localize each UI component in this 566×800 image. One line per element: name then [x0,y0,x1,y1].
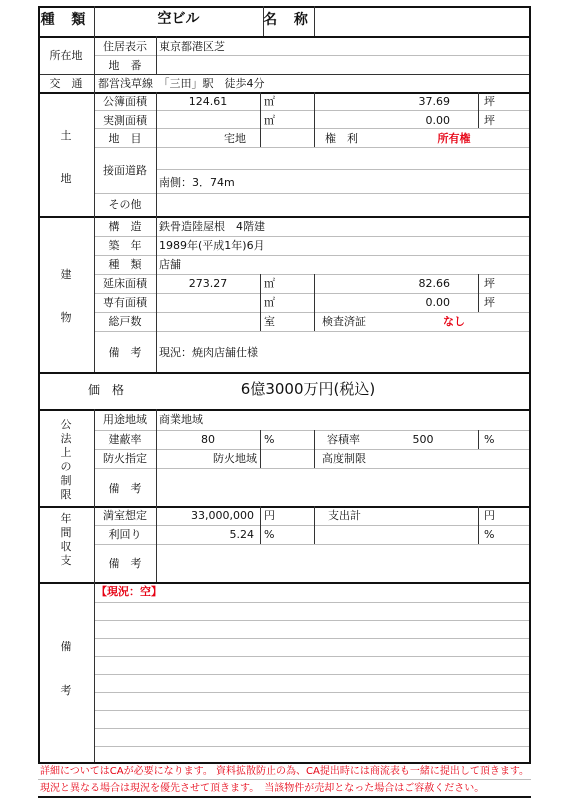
height-label: 高度制限 [322,452,366,465]
sqm-unit: ㎡ [264,114,275,127]
bcr-pct: % [264,433,275,446]
land-category-value: 宅地 [224,132,246,145]
far-label: 容積率 [327,433,360,446]
location-label: 所在地 [49,49,83,62]
annual-income-label: 年間収支 [60,512,72,567]
registry-area-tsubo: 37.69 [418,95,450,108]
name-label: 名 称 [263,12,314,28]
built-value: 1989年(平成1年)6月 [159,239,265,252]
expense-label: 支出計 [328,509,361,522]
units-unit: 室 [264,315,275,328]
property-sheet [38,6,531,798]
yen-unit: 円 [264,509,275,522]
road-value: 南側：3．74m [159,176,235,189]
structure-value: 鉄骨造陸屋根 4階建 [159,220,265,233]
floor-area-sqm: 273.27 [188,277,228,290]
building-remarks-label: 備 考 [108,346,142,359]
tsubo-unit: 坪 [484,95,495,108]
exclusive-area-label: 専有面積 [103,296,147,309]
yield-pct: % [264,528,275,541]
income-remarks-label: 備 考 [108,557,142,570]
building-remarks-value: 現況：焼肉店舗仕様 [159,346,258,359]
land-label-1: 土 [60,129,72,142]
type-value: 空ビル [157,11,200,27]
registry-area-sqm: 124.61 [188,95,228,108]
floor-area-tsubo: 82.66 [418,277,450,290]
footer-line-2: 現況と異なる場合は現況を優先させて頂きます。 当該物件が売却となった場合はご容赦ください。 [40,783,485,794]
floor-area-label: 延床面積 [103,277,147,290]
structure-label: 構 造 [108,220,142,233]
notes-label-2: 考 [60,684,72,697]
built-label: 築 年 [108,239,142,252]
legal-remarks-label: 備 考 [108,482,142,495]
legal-restrictions-label: 公法上の制限 [60,418,72,501]
type-label: 種 類 [40,12,92,28]
tsubo-unit: 坪 [484,114,495,127]
tsubo-unit: 坪 [484,277,495,290]
transport-label: 交 通 [49,77,83,90]
yen-unit: 円 [484,509,495,522]
inspection-label: 検査済証 [322,315,366,328]
land-category-label: 地 目 [108,132,142,145]
notes-label-1: 備 [60,640,72,653]
address-label: 住居表示 [103,40,147,53]
tsubo-unit: 坪 [484,296,495,309]
registry-area-label: 公簿面積 [103,95,147,108]
building-label-1: 建 [60,268,72,281]
measured-area-tsubo: 0.00 [425,114,450,127]
sqm-unit: ㎡ [264,277,275,290]
rights-value: 所有権 [437,132,471,145]
fire-label: 防火指定 [103,452,147,465]
exclusive-area-tsubo: 0.00 [425,296,450,309]
footer-line-1: 詳細についてはCAが必要になります。 資料拡散防止の為、CA提出時には商流表も一緒に提出して頂きます。 [40,766,530,777]
sqm-unit: ㎡ [264,296,275,309]
zoning-label: 用途地域 [103,413,147,426]
inspection-value: なし [443,315,465,328]
kind-value: 店舗 [159,258,181,271]
sqm-unit: ㎡ [264,95,275,108]
building-label-2: 物 [60,311,72,324]
far-value: 500 [412,433,434,446]
lot-label: 地 番 [108,59,142,72]
units-label: 総戸数 [108,315,142,328]
kind-label: 種 類 [108,258,142,271]
land-label-2: 地 [60,172,72,185]
full-occupancy-value: 33,000,000 [191,509,254,522]
zoning-value: 商業地域 [159,413,203,426]
land-other-label: その他 [108,198,142,211]
measured-area-label: 実測面積 [103,114,147,127]
price-label: 価 格 [87,383,124,397]
address-value: 東京都港区芝 [159,40,225,53]
bcr-label: 建蔽率 [108,433,142,446]
price-value: 6億3000万円(税込) [240,380,376,398]
yield-label: 利回り [108,528,142,541]
bcr-value: 80 [201,433,215,446]
fire-value: 防火地域 [213,452,257,465]
transport-value: 都営浅草線 「三田」駅 徒歩4分 [98,77,265,90]
road-label: 接面道路 [103,164,147,177]
full-occupancy-label: 満室想定 [103,509,147,522]
yield-pct: % [484,528,495,541]
yield-value: 5.24 [229,528,254,541]
notes-status: 【現況：空】 [96,585,162,598]
rights-label: 権 利 [325,132,358,145]
far-pct: % [484,433,495,446]
